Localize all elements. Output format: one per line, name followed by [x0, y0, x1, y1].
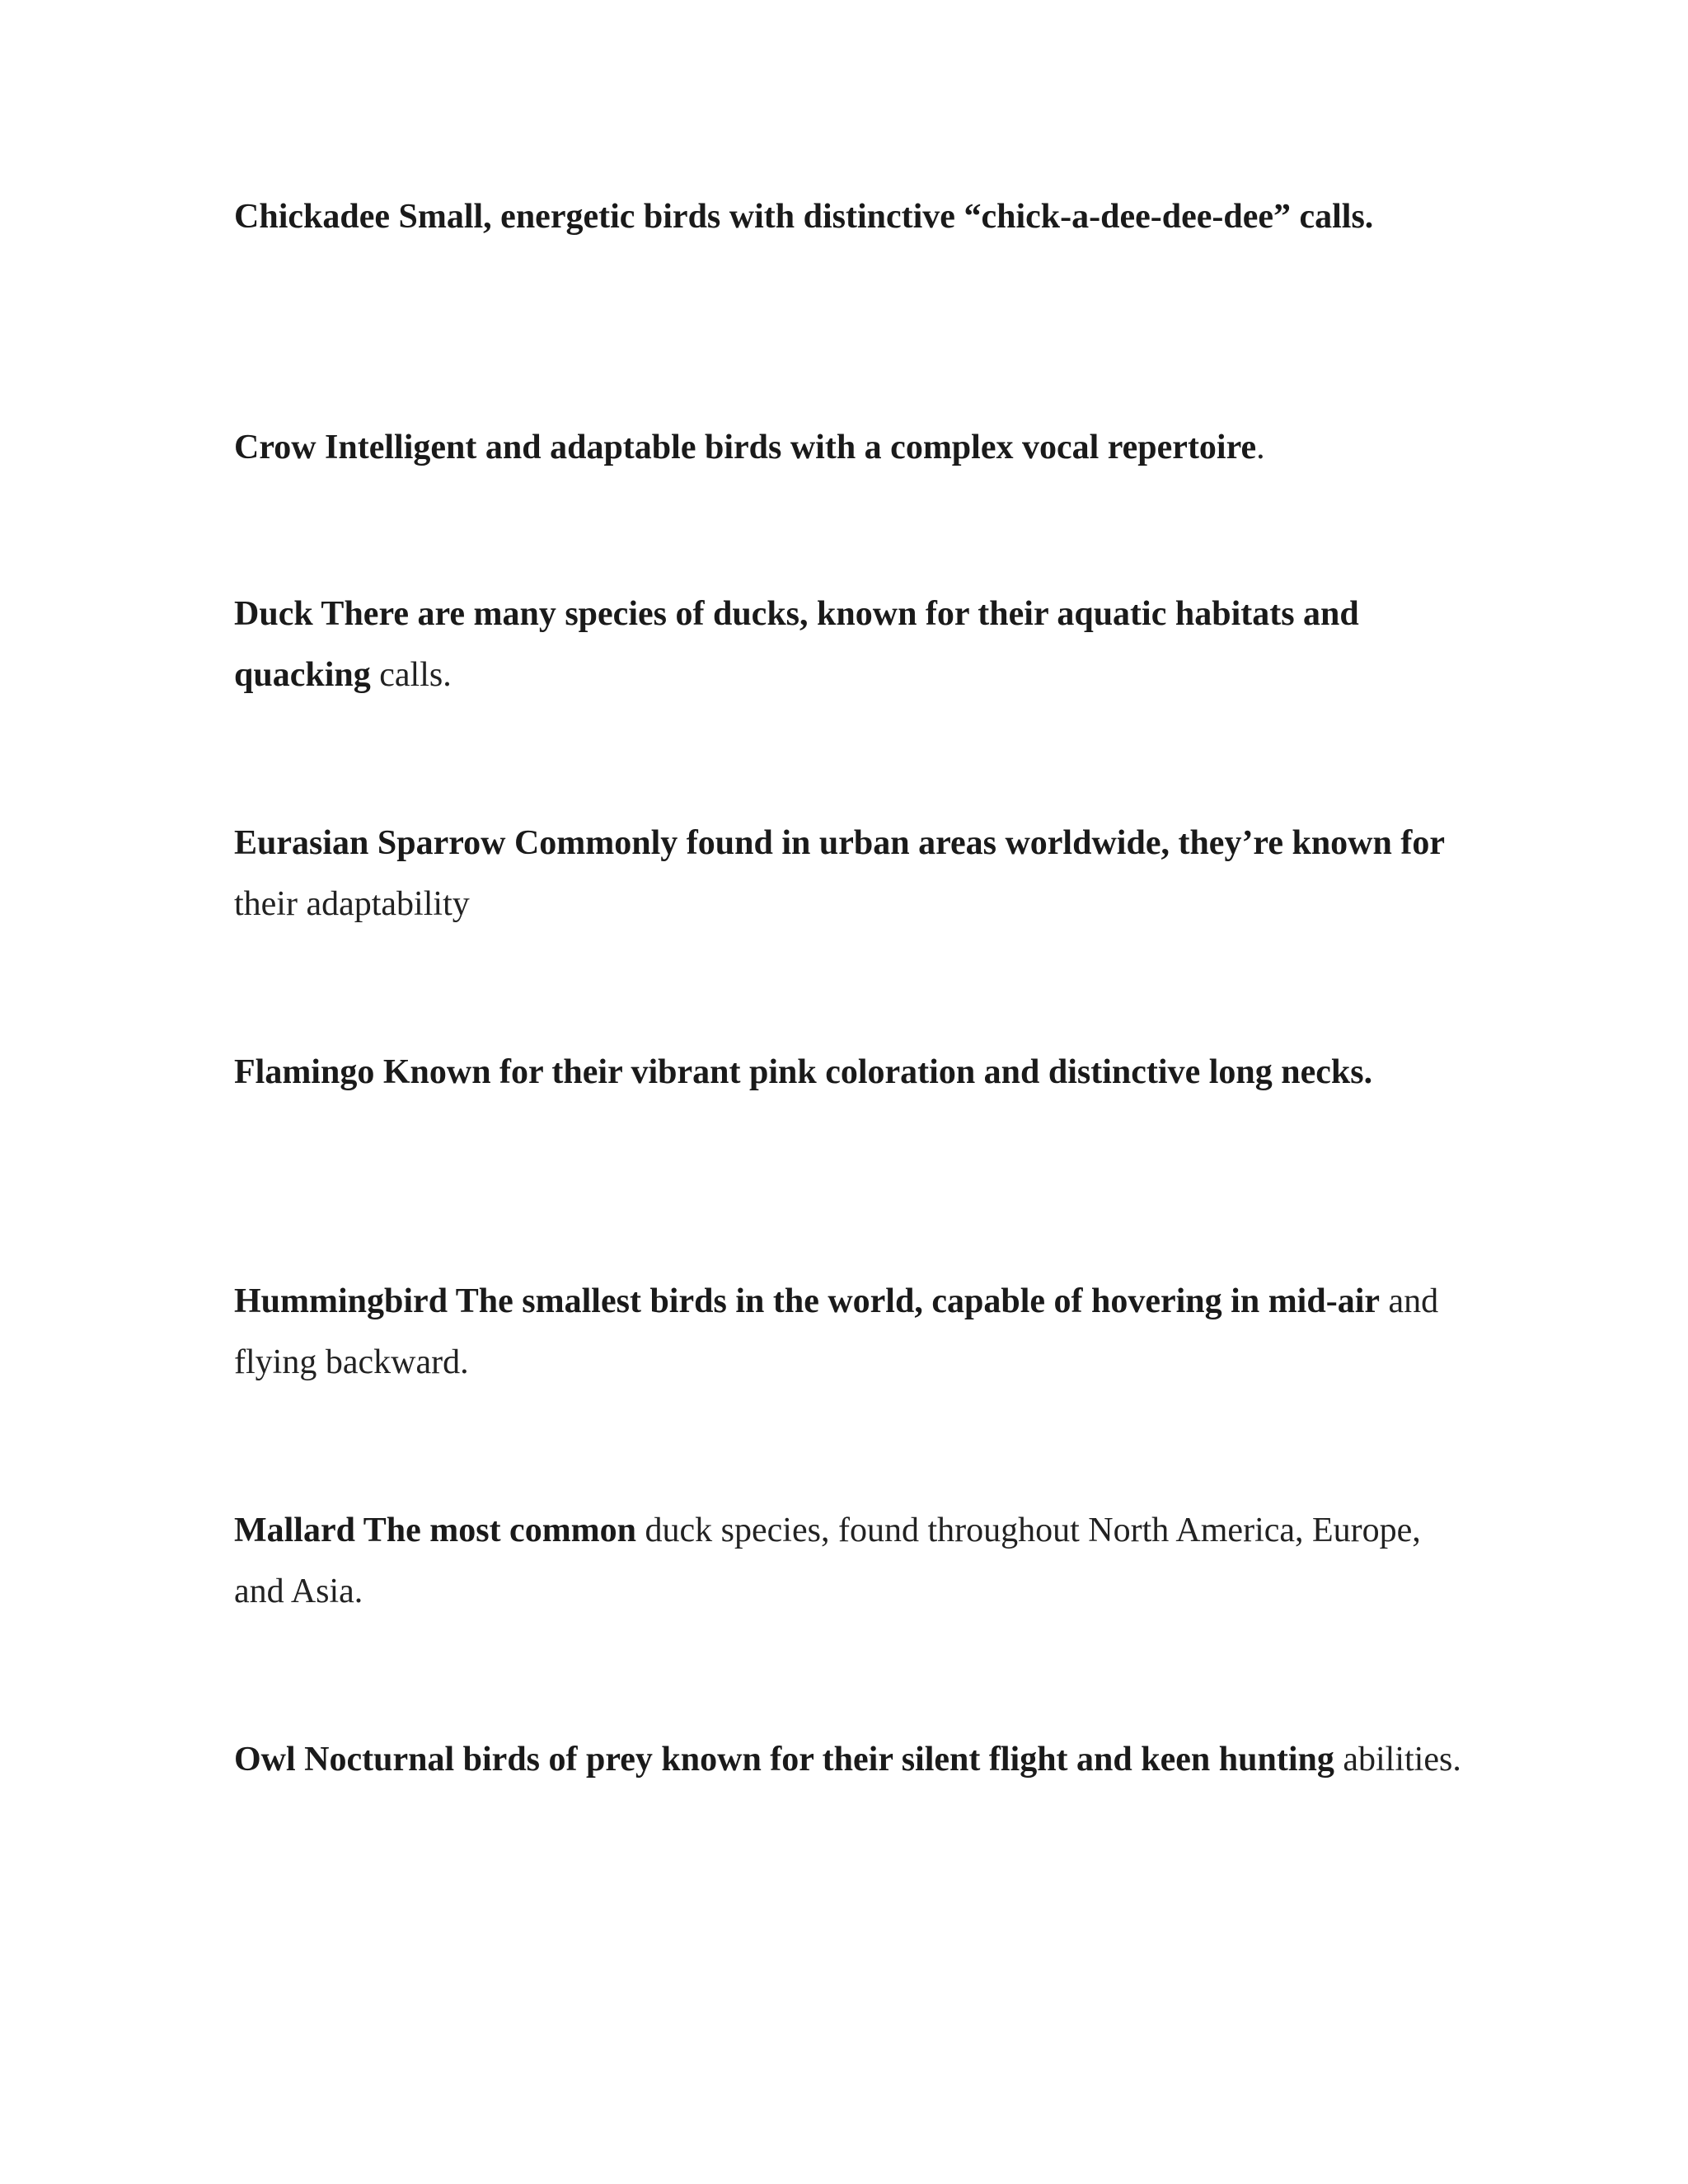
entry-normal-text: and flying backward.: [234, 1282, 1439, 1381]
entry-bold-text: Hummingbird The smallest birds in the world, capable of hovering in mid-air: [234, 1282, 1380, 1320]
entry-bold-text: Mallard The most common: [234, 1511, 637, 1549]
entry-normal-text: duck species, found throughout North America, Europe, and Asia.: [234, 1511, 1421, 1610]
entry-bold-text: Chickadee Small, energetic birds with distinctive “chick-a-dee-dee-dee” calls.: [234, 198, 1374, 236]
bird-entry-owl: [234, 1729, 1470, 1790]
bird-entry-flamingo: [234, 1042, 1470, 1103]
entry-bold-text: Duck There are many species of ducks, known for their aquatic habitats and quacking: [234, 595, 1359, 694]
entry-bold-text: Flamingo Known for their vibrant pink coloration and distinctive long necks.: [234, 1053, 1373, 1091]
entry-bold-text: Crow Intelligent and adaptable birds with a complex vocal repertoire: [234, 429, 1257, 466]
entry-normal-text: .: [1256, 429, 1265, 466]
entry-normal-text: calls.: [370, 656, 452, 694]
entry-bold-text: Eurasian Sparrow Commonly found in urban areas worldwide, they’re known for: [234, 824, 1445, 862]
entry-bold-text: Owl Nocturnal birds of prey known for their silent flight and keen hunting: [234, 1741, 1334, 1779]
entry-normal-text: abilities.: [1334, 1741, 1461, 1779]
bird-entry-eurasian-sparrow: [234, 813, 1470, 935]
entry-normal-text: their adaptability: [234, 885, 470, 923]
bird-entry-crow: [234, 417, 1470, 478]
bird-entry-mallard: [234, 1500, 1470, 1622]
bird-entry-duck: [234, 583, 1470, 705]
bird-entry-hummingbird: [234, 1271, 1470, 1393]
bird-entry-chickadee: [234, 186, 1470, 247]
